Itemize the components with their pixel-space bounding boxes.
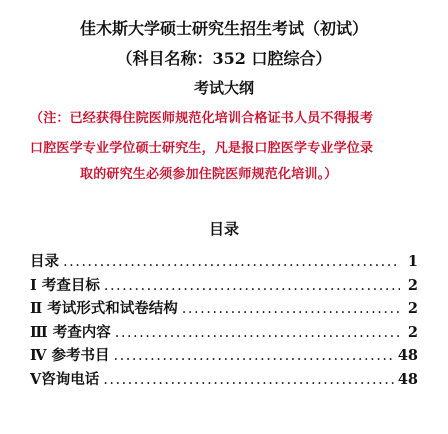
toc-entry-label: Ⅲ 考查内容	[30, 323, 111, 341]
toc-leader-dots	[63, 254, 400, 270]
note-line-1: （注：已经获得住院医师规范化培训合格证书人员不得报考	[30, 111, 374, 126]
exam-title: 佳木斯大学硕士研究生招生考试（初试）	[79, 19, 368, 38]
toc-entry-page: 48	[397, 370, 418, 388]
toc-entry-content[interactable]	[30, 321, 418, 345]
toc-entry-references[interactable]	[30, 344, 418, 368]
toc-heading: 目录	[208, 220, 239, 238]
toc-entry-label: 目录	[30, 253, 59, 270]
toc-entry-label: Ⅳ 参考书目	[30, 347, 110, 364]
toc-entry-page: 1	[407, 253, 418, 270]
toc-leader-dots	[182, 301, 400, 317]
toc-entry-contents[interactable]	[30, 250, 418, 274]
toc-entry-label: Ⅱ 考试形式和试卷结构	[30, 300, 178, 317]
note-line-3: 取的研究生必须参加住院医师规范化培训。）	[80, 167, 338, 182]
toc-leader-dots	[103, 372, 394, 388]
toc-leader-dots	[115, 325, 400, 341]
toc-leader-dots	[114, 348, 394, 364]
toc-entry-page: 2	[407, 276, 418, 294]
outline-title: 考试大纲	[193, 79, 254, 97]
toc-entry-objectives[interactable]	[30, 274, 418, 298]
toc-entry-contact[interactable]	[30, 368, 418, 392]
toc-entry-page: 2	[407, 323, 418, 341]
toc-entry-page: 48	[397, 347, 418, 364]
note-line-2: 口腔医学专业学位硕士研究生，凡是报口腔医学专业学位录	[30, 141, 374, 156]
toc-entry-label: Ⅰ 考查目标	[30, 276, 100, 294]
table-of-contents	[30, 250, 418, 391]
toc-entry-page: 2	[407, 300, 418, 317]
subject-name: （科目名称：352 口腔综合）	[116, 49, 332, 68]
toc-entry-label: Ⅴ咨询电话	[30, 370, 100, 388]
toc-entry-format[interactable]	[30, 297, 418, 321]
toc-leader-dots	[104, 278, 400, 294]
